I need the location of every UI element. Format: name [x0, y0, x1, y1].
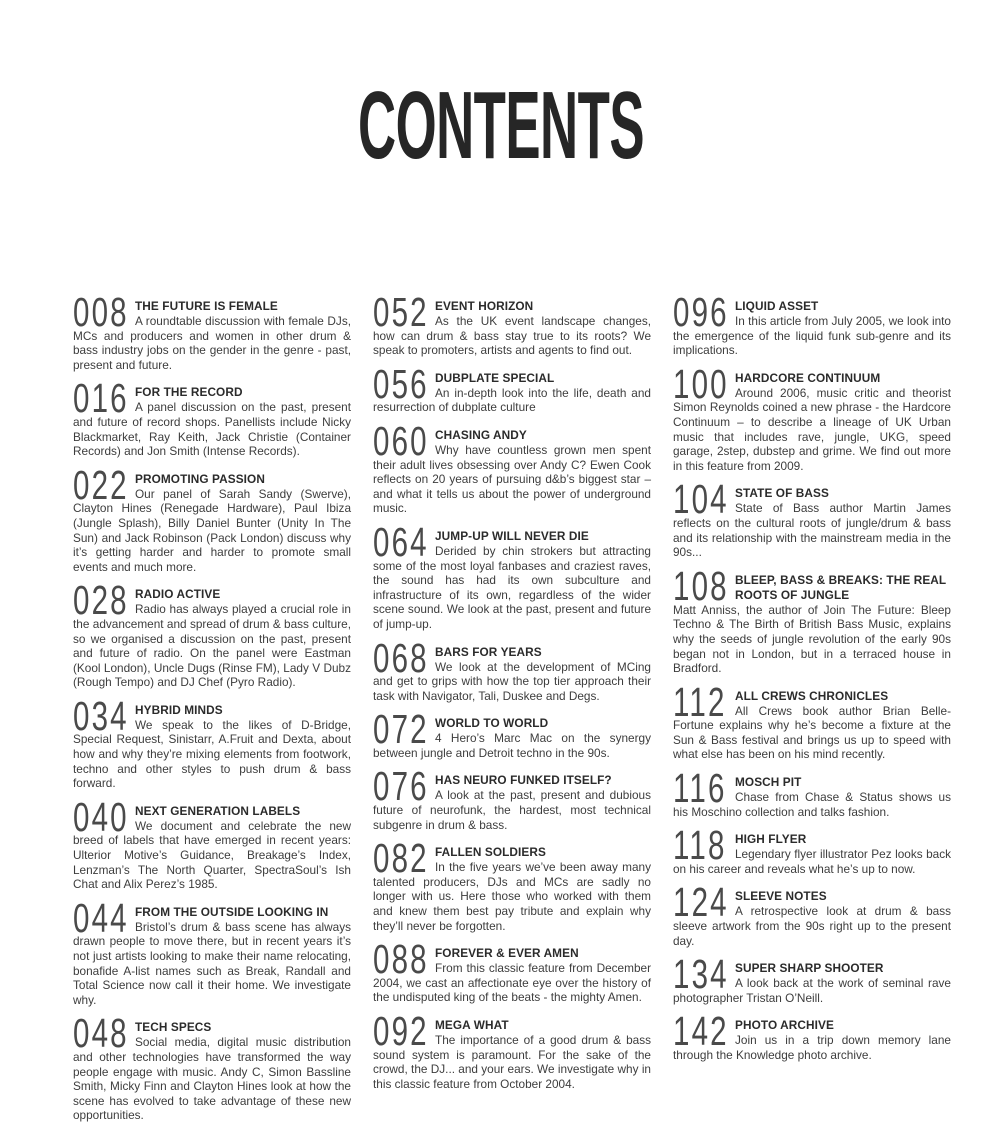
page-number-text: 112 [673, 678, 727, 725]
page-number-text: 134 [673, 951, 729, 998]
page-number [673, 678, 729, 725]
page-number [373, 936, 429, 983]
toc-entry [73, 894, 351, 1008]
page-number [73, 375, 129, 422]
toc-column-2 [373, 289, 651, 1135]
page-number-text: 068 [373, 634, 429, 681]
page-number-text: 028 [73, 577, 129, 624]
toc-entry [73, 461, 351, 575]
article-summary: A roundtable discussion with female DJs, MCs and producers and women in other drum & bass industry jobs on the gender in the genre - past, present and future. [73, 314, 351, 372]
page-number [373, 360, 429, 407]
toc-entry [373, 936, 651, 1005]
page-number [73, 894, 129, 941]
article-summary: Why have countless grown men spent their adult lives obsessing over Andy C? Ewen Cook reflects on 20 years of pursuing d&b’s biggest star – and what it tells us about the power of underground music. [373, 442, 651, 516]
page-number-text: 100 [673, 360, 729, 407]
toc-column-3 [673, 289, 951, 1135]
article-title: PROMOTING PASSION [135, 471, 265, 486]
toc-entry [673, 476, 951, 560]
toc-entry [73, 289, 351, 372]
page-number [373, 289, 429, 335]
article-title: RADIO ACTIVE [135, 587, 221, 602]
article-summary: We document and celebrate the new breed of labels that have emerged in recent years: Ulterior Motive’s Guidance, Breakage’s Index, Lenzman’s The North Quarter, SpectraSoul’s Ish Chat and Alix Perez’s 1985. [73, 818, 351, 892]
toc-entry [373, 518, 651, 632]
article-title: FOR THE RECORD [135, 385, 243, 400]
page-number [73, 692, 129, 739]
page-number [673, 822, 729, 869]
article-summary: Join us in a trip down memory lane through the Knowledge photo archive. [673, 1033, 951, 1062]
page-number [373, 763, 429, 810]
page-number-text: 056 [373, 360, 429, 407]
toc-entry [73, 577, 351, 690]
article-title: THE FUTURE IS FEMALE [135, 299, 278, 313]
page-number [373, 634, 429, 681]
page-number [73, 793, 129, 840]
toc-entry [673, 678, 951, 762]
page-number-text: 108 [673, 562, 729, 609]
article-summary: Social media, digital music distribution and other technologies have transformed the way people engage with music. Andy C, Simon Bassline Smith, Micky Finn and Clayton Hines look at how the scene has evolved to take advantage of these new opportunities. [73, 1035, 351, 1123]
article-title: LIQUID ASSET [735, 299, 819, 313]
masthead [0, 72, 1001, 179]
page-number-text: 022 [73, 461, 129, 508]
page-number-text: 116 [673, 765, 727, 812]
article-title: ALL CREWS CHRONICLES [735, 688, 889, 703]
page-number-text: 008 [73, 289, 129, 335]
page-number [673, 765, 729, 812]
toc-entry [673, 879, 951, 948]
page-number-text: 060 [373, 417, 429, 464]
article-summary: Legendary flyer illustrator Pez looks back on his career and reveals what he’s up to now. [673, 847, 951, 876]
page-number-text: 048 [73, 1010, 129, 1057]
article-summary: The importance of a good drum & bass sound system is paramount. For the sake of the crowd, the DJ... and your ears. We investigate why in this classic feature from October 2004. [373, 1033, 651, 1091]
toc-entry [673, 289, 951, 358]
article-summary: In the five years we’ve been away many talented producers, DJs and MCs are sadly no longer with us. Here those who worked with them and knew them best pay tribute and explain why they’ll never be forgotten. [373, 860, 651, 933]
article-title: FROM THE OUTSIDE LOOKING IN [135, 904, 329, 919]
article-title: MOSCH PIT [735, 775, 802, 790]
article-summary: All Crews book author Brian Belle-Fortune explains why he’s become a fixture at the Sun & Bass festival and brings us up to speed with what else has been on his mind recently. [673, 703, 951, 762]
contents-columns [73, 289, 951, 1135]
article-title: HIGH FLYER [735, 832, 807, 847]
article-title: CHASING ANDY [435, 427, 527, 442]
article-summary: Matt Anniss, the author of Join The Future: Bleep Techno & The Birth of British Bass Music, explains why the seeds of jungle revolution of the early 90s began not in London, but in a terraced house in Bradford. [673, 602, 951, 676]
page-number-text: 092 [373, 1008, 429, 1054]
article-title: STATE OF BASS [735, 486, 829, 501]
page-number [73, 577, 129, 624]
page-number-text: 044 [73, 894, 129, 941]
article-summary: From this classic feature from December 2004, we cast an affectionate eye over the history of the undisputed king of the beats - the mighty Amen. [373, 961, 651, 1005]
article-title: MEGA WHAT [435, 1018, 509, 1032]
article-summary: 4 Hero’s Marc Mac on the synergy between jungle and Detroit techno in the 90s. [373, 731, 651, 760]
article-summary: As the UK event landscape changes, how can drum & bass stay true to its roots? We speak to promoters, artists and agents to find out. [373, 314, 651, 358]
article-summary: A look back at the work of seminal rave photographer Tristan O’Neill. [673, 976, 951, 1005]
article-title: PHOTO ARCHIVE [735, 1018, 834, 1033]
toc-column-1 [73, 289, 351, 1135]
toc-entry [673, 562, 951, 676]
toc-entry [673, 822, 951, 876]
toc-entry [673, 951, 951, 1005]
article-summary: We look at the development of MCing and get to grips with how the top tier approach their task with Navigator, Tali, Duskee and Degs. [373, 659, 651, 703]
toc-entry [373, 1008, 651, 1091]
article-summary: Derided by chin strokers but attracting some of the most loyal fanbases and craziest raves, the sound has had its own subculture and infrastructure of its own, regardless of the wider scene sound. We look at the past, present and future of jump-up. [373, 543, 651, 631]
page-number-text: 118 [673, 822, 727, 869]
toc-entry [73, 692, 351, 791]
page-number [673, 562, 729, 609]
article-title: WORLD TO WORLD [435, 716, 549, 731]
article-title: SUPER SHARP SHOOTER [735, 961, 884, 976]
toc-entry [373, 360, 651, 415]
article-summary: We speak to the likes of D-Bridge, Special Request, Sinistarr, A.Fruit and Dexta, about how and why they’re mixing elements from footwork, techno and other styles to push drum & bass forward. [73, 717, 351, 791]
page-number [73, 289, 129, 335]
article-title: JUMP-UP WILL NEVER DIE [435, 528, 589, 543]
article-summary: In this article from July 2005, we look into the emergence of the liquid funk sub-genre and its implications. [673, 314, 951, 358]
toc-entry [373, 417, 651, 516]
article-summary: Chase from Chase & Status shows us his Moschino collection and talks fashion. [673, 790, 951, 819]
article-title: HYBRID MINDS [135, 702, 223, 717]
article-title: TECH SPECS [135, 1020, 212, 1035]
article-summary: State of Bass author Martin James reflects on the cultural roots of jungle/drum & bass and its relationship with the mainstream media in the 90s... [673, 501, 951, 560]
toc-entry [73, 793, 351, 892]
toc-entry [373, 706, 651, 760]
toc-entry [373, 289, 651, 358]
toc-entry [373, 634, 651, 704]
page-number-text: 064 [373, 518, 429, 565]
article-title: FOREVER & EVER AMEN [435, 946, 579, 961]
page-number-text: 104 [673, 476, 729, 523]
page-number-text: 142 [673, 1008, 729, 1055]
page-number [673, 360, 729, 407]
page-number-text: 016 [73, 375, 129, 422]
article-title: HARDCORE CONTINUUM [735, 370, 881, 385]
toc-entry [673, 765, 951, 819]
page-number [373, 835, 429, 882]
toc-entry [373, 835, 651, 933]
article-title: EVENT HORIZON [435, 299, 534, 313]
page-number-text: 096 [673, 289, 729, 335]
article-summary: Around 2006, music critic and theorist Simon Reynolds coined a new phrase - the Hardcore Continuum – to describe a lineage of UK Urban music that includes rave, jungle, UKG, speed garage, 2step, dubstep and grime. We find out more in this feature from 2009. [673, 385, 951, 473]
article-title: NEXT GENERATION LABELS [135, 803, 301, 818]
page-number [373, 1008, 429, 1054]
page-number [673, 1008, 729, 1055]
page-number-text: 076 [373, 763, 429, 810]
article-summary: A look at the past, present and dubious future of neurofunk, the hardest, most technical subgenre in drum & bass. [373, 788, 651, 832]
toc-entry [673, 1008, 951, 1062]
page-number-text: 040 [73, 793, 129, 840]
page-number-text: 052 [373, 289, 429, 335]
page-number-text: 072 [373, 706, 429, 753]
toc-entry [73, 375, 351, 459]
page-number-text: 034 [73, 692, 129, 739]
article-title: SLEEVE NOTES [735, 889, 827, 904]
page-number-text: 088 [373, 936, 429, 983]
toc-entry [73, 1010, 351, 1123]
article-title: FALLEN SOLDIERS [435, 845, 546, 860]
page-number [673, 951, 729, 998]
page-number-text: 082 [373, 835, 429, 882]
article-summary: A retrospective look at drum & bass sleeve artwork from the 90s right up to the present day. [673, 904, 951, 948]
article-title: BLEEP, BASS & BREAKS: THE REAL ROOTS OF JUNGLE [735, 572, 947, 602]
article-title: DUBPLATE SPECIAL [435, 370, 555, 385]
toc-entry [673, 360, 951, 474]
page-number [373, 706, 429, 753]
page-number-text: 124 [673, 879, 729, 926]
page-number [73, 461, 129, 508]
article-summary: A panel discussion on the past, present and future of record shops. Panellists include Nicky Blackmarket, Ray Keith, Jack Christie (Container Records) and Jon Smith (Intense Records). [73, 400, 351, 459]
article-title: HAS NEURO FUNKED ITSELF? [435, 773, 612, 788]
article-summary: Bristol’s drum & bass scene has always drawn people to move there, but in recent years it’s not just artists looking to make their name relocating, bonafide A-list names such as Break, Randall and Total Science now call it their home. We investigate why. [73, 919, 351, 1007]
article-summary: Radio has always played a crucial role in the advancement and spread of drum & bass culture, so we organised a discussion on the past, present and future of radio. On the panel were Eastman (Kool London), Uncle Dugs (Rinse FM), Lady V Dubz (Rough Tempo) and DJ Chef (Pyro Radio). [73, 602, 351, 690]
article-summary: An in-depth look into the life, death and resurrection of dubplate culture [373, 385, 651, 415]
page-number [373, 518, 429, 565]
page-number [73, 1010, 129, 1057]
page-number [673, 289, 729, 335]
page-number [673, 879, 729, 926]
page-title: CONTENTS [357, 72, 644, 179]
page-number [673, 476, 729, 523]
toc-entry [373, 763, 651, 832]
page-number [373, 417, 429, 464]
article-summary: Our panel of Sarah Sandy (Swerve), Clayton Hines (Renegade Hardware), Paul Ibiza (Jungle Splash), Billy Daniel Bunter (Unity In The Sun) and Jack Robinson (Pack London) discuss why it’s getting harder and harder to promote small events and much more. [73, 486, 351, 574]
article-title: BARS FOR YEARS [435, 644, 542, 659]
